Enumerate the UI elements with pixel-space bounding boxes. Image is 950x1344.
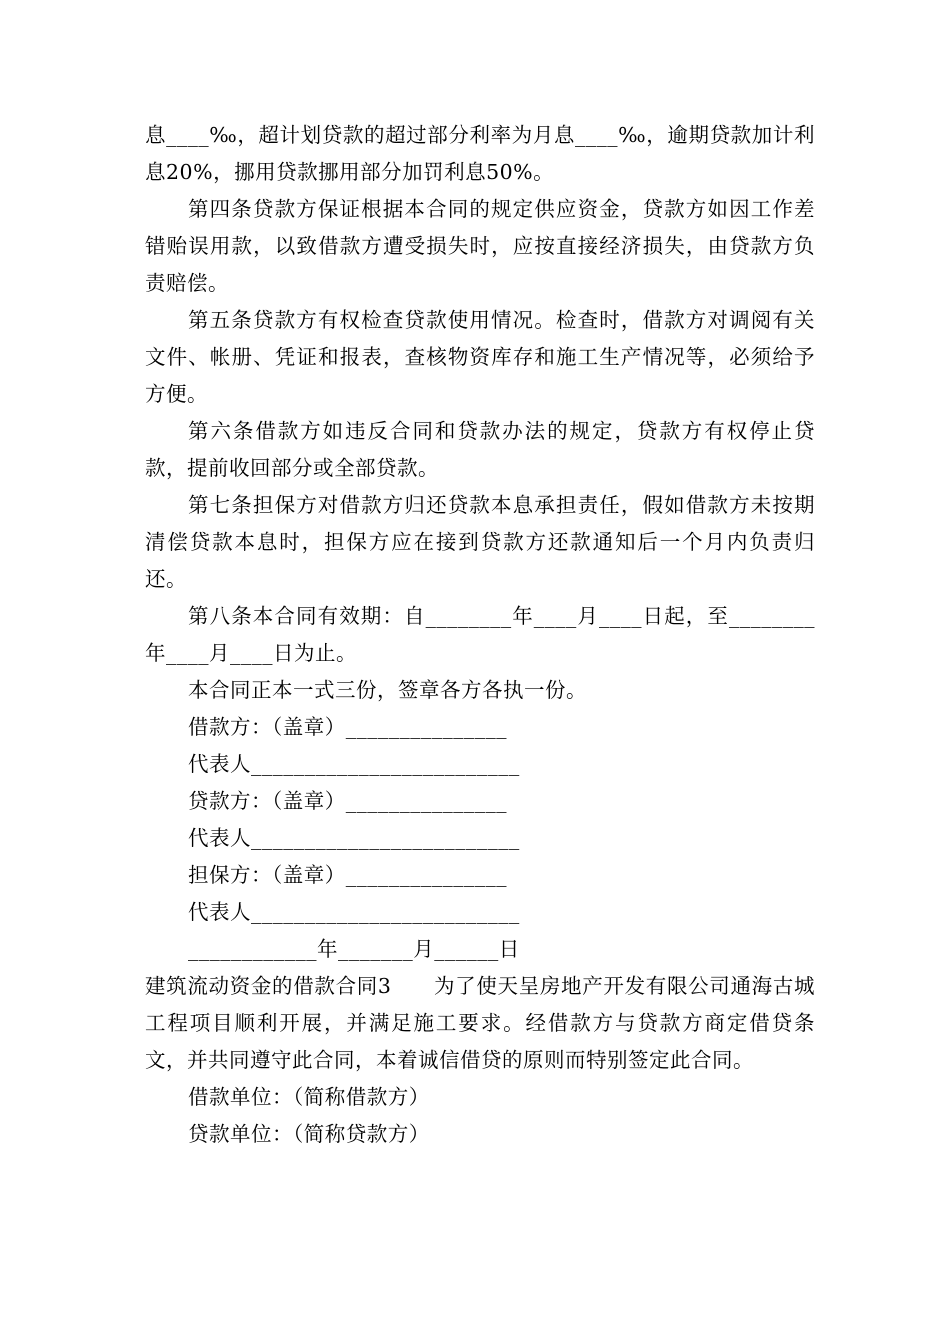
borrower-signature-line: 借款方：（盖章）_______________ (188, 715, 507, 739)
article-four: 第四条贷款方保证根据本合同的规定供应资金，贷款方如因工作差错贻误用款，以致借款方遭受损失时，应按直接经济损失，由贷款方负责赔偿。 (145, 197, 815, 295)
lender-signature-line: 贷款方：（盖章）_______________ (188, 789, 507, 813)
borrower-unit-line: 借款单位：（简称借款方） (188, 1085, 430, 1109)
lender-representative-line: 代表人_________________________ (188, 826, 520, 850)
article-eight: 第八条本合同有效期：自________年____月____日起，至________年____月____日为止。 (145, 604, 815, 665)
document-body (145, 117, 815, 1153)
date-line: ____________年_______月______日 (188, 937, 520, 961)
article-seven: 第七条担保方对借款方归还贷款本息承担责任，假如借款方未按期清偿贷款本息时，担保方应在接到贷款方还款通知后一个月内负责归还。 (145, 493, 815, 591)
copies-clause: 本合同正本一式三份，签章各方各执一份。 (188, 678, 587, 702)
borrower-representative-line: 代表人_________________________ (188, 752, 520, 776)
guarantor-representative-line: 代表人_________________________ (188, 900, 520, 924)
article-six: 第六条借款方如违反合同和贷款办法的规定，贷款方有权停止贷款，提前收回部分或全部贷款。 (145, 419, 815, 480)
guarantor-signature-line: 担保方：（盖章）_______________ (188, 863, 507, 887)
lender-unit-line: 贷款单位：（简称贷款方） (188, 1122, 430, 1146)
article-five: 第五条贷款方有权检查贷款使用情况。检查时，借款方对调阅有关文件、帐册、凭证和报表，查核物资库存和施工生产情况等，必须给予方便。 (145, 308, 815, 406)
interest-clause-continuation: 息____‰，超计划贷款的超过部分利率为月息____‰，逾期贷款加计利息20%，挪用贷款挪用部分加罚利息50%。 (145, 123, 815, 184)
next-contract-intro: 建筑流动资金的借款合同3 为了使天呈房地产开发有限公司通海古城工程项目顺利开展，并满足施工要求。经借款方与贷款方商定借贷条文，并共同遵守此合同，本着诚信借贷的原则而特别签定此合同。 (145, 974, 815, 1072)
